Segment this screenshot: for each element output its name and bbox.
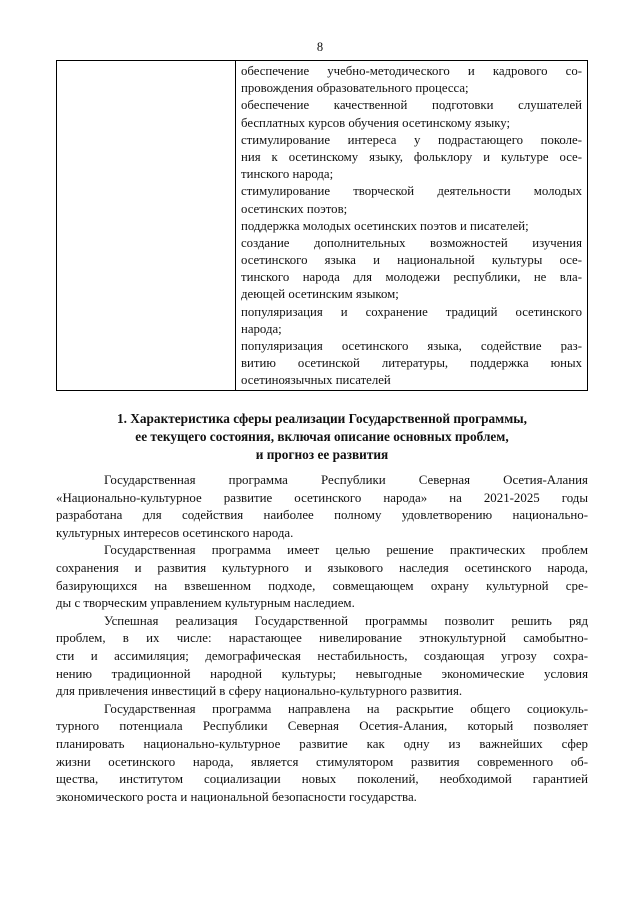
table-cell-line: витию осетинской литературы, поддержка юных <box>241 356 582 371</box>
program-table <box>56 60 588 391</box>
table-cell-line: популяризация осетинского языка, содействие раз- <box>241 339 582 353</box>
paragraph-line: жизни осетинского народа, является стимулятором развития современного об- <box>56 754 588 769</box>
paragraph-line: «Национально-культурное развитие осетинского народа» на 2021-2025 годы <box>56 490 588 505</box>
paragraph-line: нению традиционной народной культуры; невыгодные экономические условия <box>56 666 588 681</box>
table-cell-line: создание дополнительных возможностей изучения <box>241 235 582 250</box>
table-cell-line: провождения образовательного процесса; <box>241 81 469 96</box>
table-cell-line: тинского народа для молодежи республики, не вла- <box>241 270 582 285</box>
table-cell-line: поддержка молодых осетинских поэтов и писателей; <box>241 218 529 233</box>
table-cell-line: популяризация и сохранение традиций осетинского <box>241 304 582 319</box>
table-cell-right <box>236 61 588 391</box>
paragraph-line: Государственная программа направлена на раскрытие общего социокуль- <box>104 701 588 716</box>
paragraph-line: ды с творческим управлением культурным наследием. <box>56 596 355 611</box>
heading-line: ее текущего состояния, включая описание основных проблем, <box>135 429 509 444</box>
paragraph-line: базирующихся на взвешенном подходе, совмещающем охрану культурной сре- <box>56 578 588 593</box>
heading-line: 1. Характеристика сферы реализации Государственной программы, <box>116 411 527 426</box>
table-cell-line: осетинских поэтов; <box>241 201 348 216</box>
table-cell-left <box>57 61 236 391</box>
page-number: 8 <box>316 40 324 54</box>
table-cell-line: тинского народа; <box>241 167 334 182</box>
table-row <box>57 61 588 391</box>
table-cell-line: стимулирование творческой деятельности молодых <box>241 184 582 199</box>
table-cell-line: осетиноязычных писателей <box>241 373 391 388</box>
paragraph-line: щества, институтом социализации новых поколений, необходимой гарантией <box>56 772 588 787</box>
paragraph <box>56 542 588 612</box>
paragraph-line: для привлечения инвестиций в сферу национально-культурного развития. <box>56 684 463 699</box>
paragraph-line: сохранения и развития культурного и языкового наследия осетинского народа, <box>56 560 588 575</box>
table-cell-line: бесплатных курсов обучения осетинскому языку; <box>241 115 511 130</box>
paragraph-line: экономического роста и национальной безопасности государства. <box>56 789 417 804</box>
paragraph-line: Успешная реализация Государственной программы позволит решить ряд <box>104 613 588 628</box>
heading-line: и прогноз ее развития <box>255 447 389 462</box>
table-cell-line: ния к осетинскому языку, фольклору и культуре осе- <box>241 149 582 164</box>
section-body <box>56 472 588 806</box>
table-cell-line: стимулирование интереса у подрастающего поколе- <box>241 132 582 147</box>
paragraph-line: проблем, в их числе: нарастающее нивелирование этнокультурной самобытно- <box>56 631 588 646</box>
paragraph-line: культурных интересов осетинского народа. <box>56 525 294 540</box>
table-cell-line: обеспечение качественной подготовки слушателей <box>241 98 582 113</box>
paragraph-line: Государственная программа Республики Северная Осетия-Алания <box>104 473 588 487</box>
paragraph-line: разработана для содействия наиболее полному удовлетворению национально- <box>56 508 588 523</box>
table-cell-line: осетинского языка и национальной культуры осе- <box>241 253 582 268</box>
paragraph <box>56 472 588 542</box>
section-heading <box>56 410 588 464</box>
paragraph-line: Государственная программа имеет целью решение практических проблем <box>104 543 588 558</box>
paragraph <box>56 701 588 807</box>
table-cell-line: народа; <box>241 321 282 336</box>
paragraph-line: сти и ассимиляция; демографическая нестабильность, создающая угрозу сохра- <box>56 648 588 663</box>
table-cell-line: обеспечение учебно-методического и кадрового со- <box>241 64 582 78</box>
paragraph-line: планировать национально-культурное развитие как одну из важнейших сфер <box>56 736 588 751</box>
paragraph <box>56 613 588 701</box>
paragraph-line: турного потенциала Республики Северная Осетия-Алания, который позволяет <box>56 719 588 734</box>
table-cell-line: деющей осетинским языком; <box>241 287 399 302</box>
